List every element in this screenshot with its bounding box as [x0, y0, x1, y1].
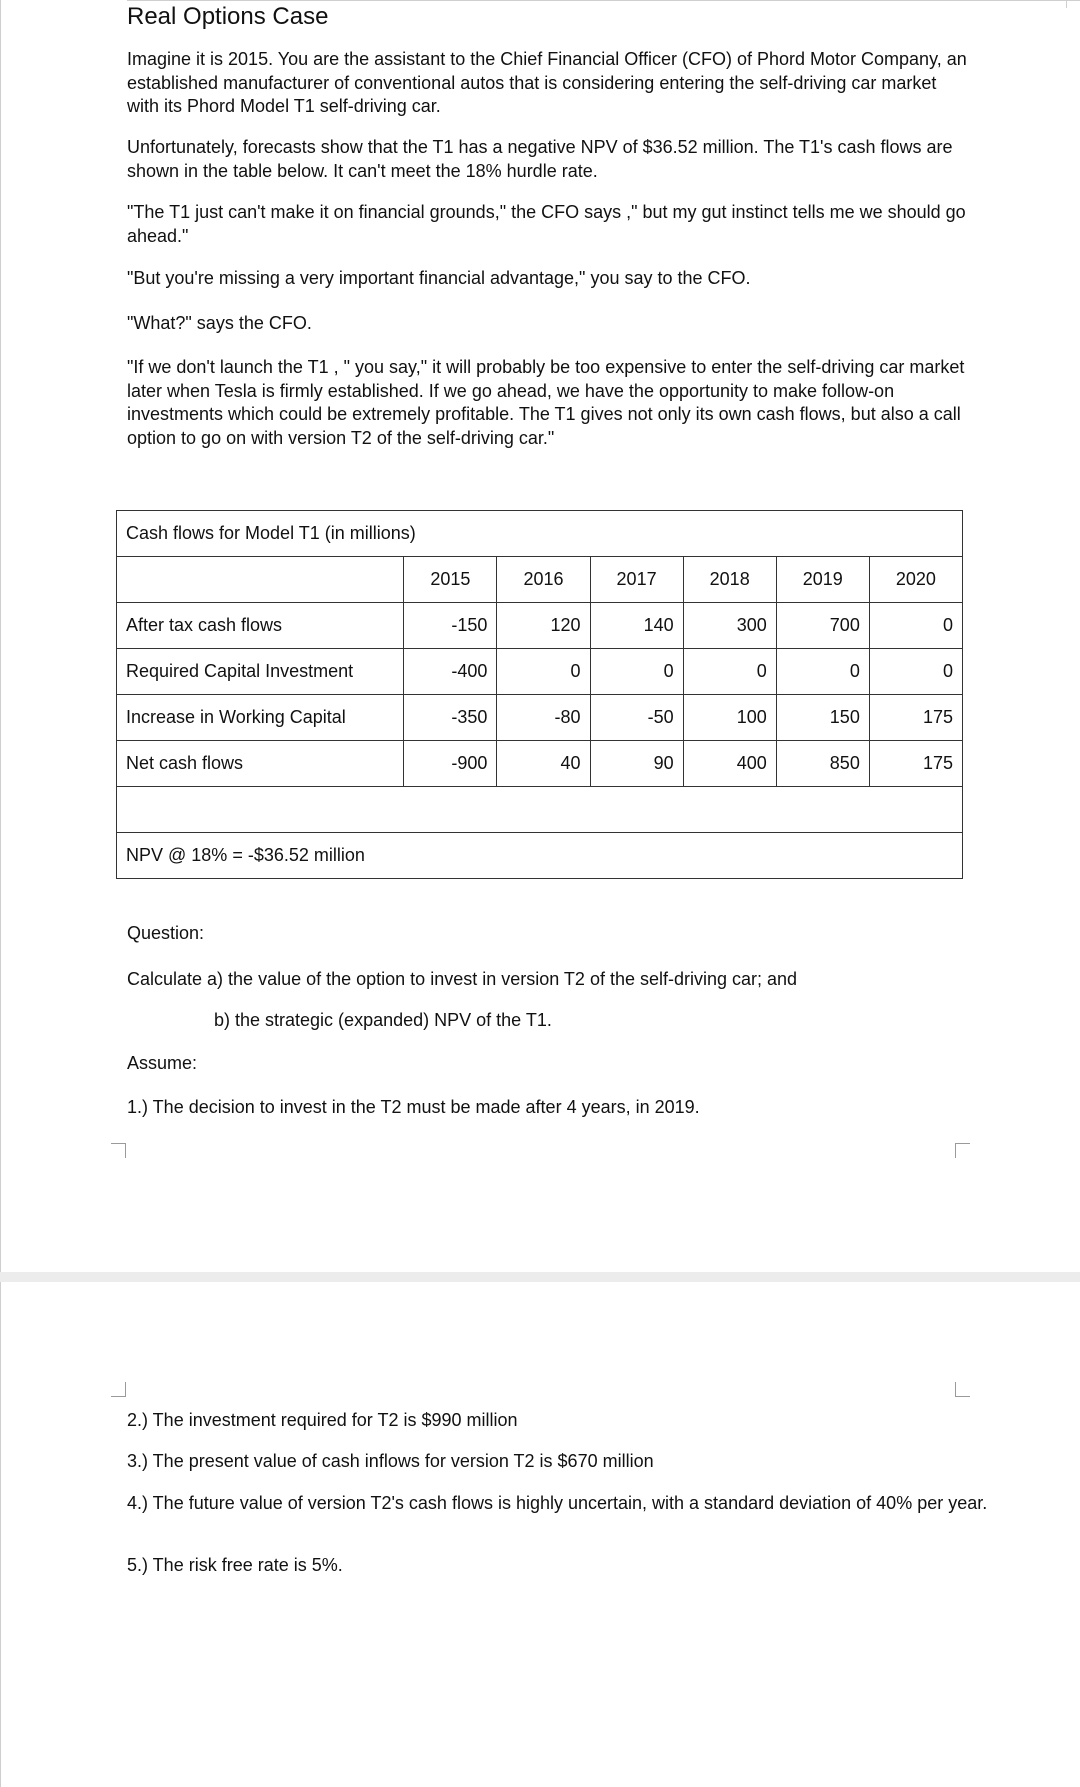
row-label: Net cash flows — [117, 741, 404, 787]
empty-cell — [117, 787, 963, 833]
year-header: 2019 — [776, 557, 869, 603]
page-right-mark — [1066, 0, 1067, 8]
question-heading: Question: — [127, 923, 205, 943]
table-cell: -400 — [404, 649, 497, 695]
table-cell: -50 — [590, 695, 683, 741]
table-cell: 700 — [776, 603, 869, 649]
table-cell: -150 — [404, 603, 497, 649]
page-top-edge — [127, 0, 1080, 1]
row-label: After tax cash flows — [117, 603, 404, 649]
row-label: Increase in Working Capital — [117, 695, 404, 741]
crop-mark — [955, 1382, 970, 1397]
crop-mark — [111, 1382, 126, 1397]
page-left-edge — [0, 1282, 1, 1787]
npv-paragraph: Unfortunately, forecasts show that the T1 has a negative NPV of $36.52 million. The T1's cash flows are shown in the table below. It can't meet the 18% hurdle rate. — [127, 137, 953, 181]
npv-row — [117, 833, 963, 879]
cfo-quote-paragraph: "The T1 just can't make it on financial grounds," the CFO says ," but my gut instinct tells me we should go ahead." — [127, 202, 966, 246]
table-cell: -900 — [404, 741, 497, 787]
assumption-item: 1.) The decision to invest in the T2 must be made after 4 years, in 2019. — [127, 1097, 700, 1117]
intro-paragraph: Imagine it is 2015. You are the assistant to the Chief Financial Officer (CFO) of Phord Motor Company, an established manufacturer of conventional autos that is considering entering the self-driving car market with its Phord Model T1 self-driving car. — [127, 49, 967, 116]
what-paragraph: "What?" says the CFO. — [127, 313, 312, 333]
table-row — [117, 603, 963, 649]
option-paragraph: "If we don't launch the T1 , " you say," it will probably be too expensive to enter the self-driving car market later when Tesla is firmly established. If we go ahead, we have the opportunity to make follow-on investments which could be extremely profitable. The T1 gives not only its own cash flows, but also a call option to go on with version T2 of the self-driving car." — [127, 357, 965, 448]
question-part-b: b) the strategic (expanded) NPV of the T1. — [214, 1010, 552, 1030]
table-cell: 300 — [683, 603, 776, 649]
table-cell: 120 — [497, 603, 590, 649]
table-cell: -350 — [404, 695, 497, 741]
table-cell: 0 — [497, 649, 590, 695]
table-cell: 0 — [776, 649, 869, 695]
npv-note: NPV @ 18% = -$36.52 million — [117, 833, 963, 879]
question-part-a: Calculate a) the value of the option to invest in version T2 of the self-driving car; and — [127, 969, 798, 989]
table-cell: 0 — [869, 649, 962, 695]
table-cell: 40 — [497, 741, 590, 787]
table-header-row — [117, 557, 963, 603]
year-header: 2015 — [404, 557, 497, 603]
table-cell: 150 — [776, 695, 869, 741]
table-row — [117, 649, 963, 695]
table-cell: 0 — [590, 649, 683, 695]
table-row — [117, 741, 963, 787]
table-cell: 0 — [869, 603, 962, 649]
table-cell: 0 — [683, 649, 776, 695]
document-page-2 — [0, 1282, 1080, 1787]
table-cell: 140 — [590, 603, 683, 649]
table-caption-row — [117, 511, 963, 557]
year-header: 2017 — [590, 557, 683, 603]
advantage-paragraph: "But you're missing a very important financial advantage," you say to the CFO. — [127, 268, 751, 288]
page-title: Real Options Case — [127, 3, 329, 30]
page-left-edge — [0, 0, 1, 1272]
table-cell: 850 — [776, 741, 869, 787]
assume-heading: Assume: — [127, 1053, 198, 1073]
table-cell: 400 — [683, 741, 776, 787]
table-cell: 100 — [683, 695, 776, 741]
header-label-cell — [117, 557, 404, 603]
table-caption: Cash flows for Model T1 (in millions) — [117, 511, 963, 557]
assumption-item: 5.) The risk free rate is 5%. — [127, 1555, 343, 1575]
year-header: 2016 — [497, 557, 590, 603]
crop-mark — [955, 1143, 970, 1158]
crop-mark — [111, 1143, 126, 1158]
year-header: 2018 — [683, 557, 776, 603]
cash-flow-table — [116, 510, 963, 879]
table-spacer-row — [117, 787, 963, 833]
page-separator — [0, 1272, 1080, 1282]
year-header: 2020 — [869, 557, 962, 603]
row-label: Required Capital Investment — [117, 649, 404, 695]
assumption-item: 2.) The investment required for T2 is $990 million — [127, 1410, 518, 1430]
table-cell: 90 — [590, 741, 683, 787]
table-cell: 175 — [869, 695, 962, 741]
table-cell: -80 — [497, 695, 590, 741]
table-row — [117, 695, 963, 741]
assumption-item: 4.) The future value of version T2's cash flows is highly uncertain, with a standard deviation of 40% per year. — [127, 1493, 988, 1513]
table-cell: 175 — [869, 741, 962, 787]
assumption-item: 3.) The present value of cash inflows for version T2 is $670 million — [127, 1451, 654, 1471]
